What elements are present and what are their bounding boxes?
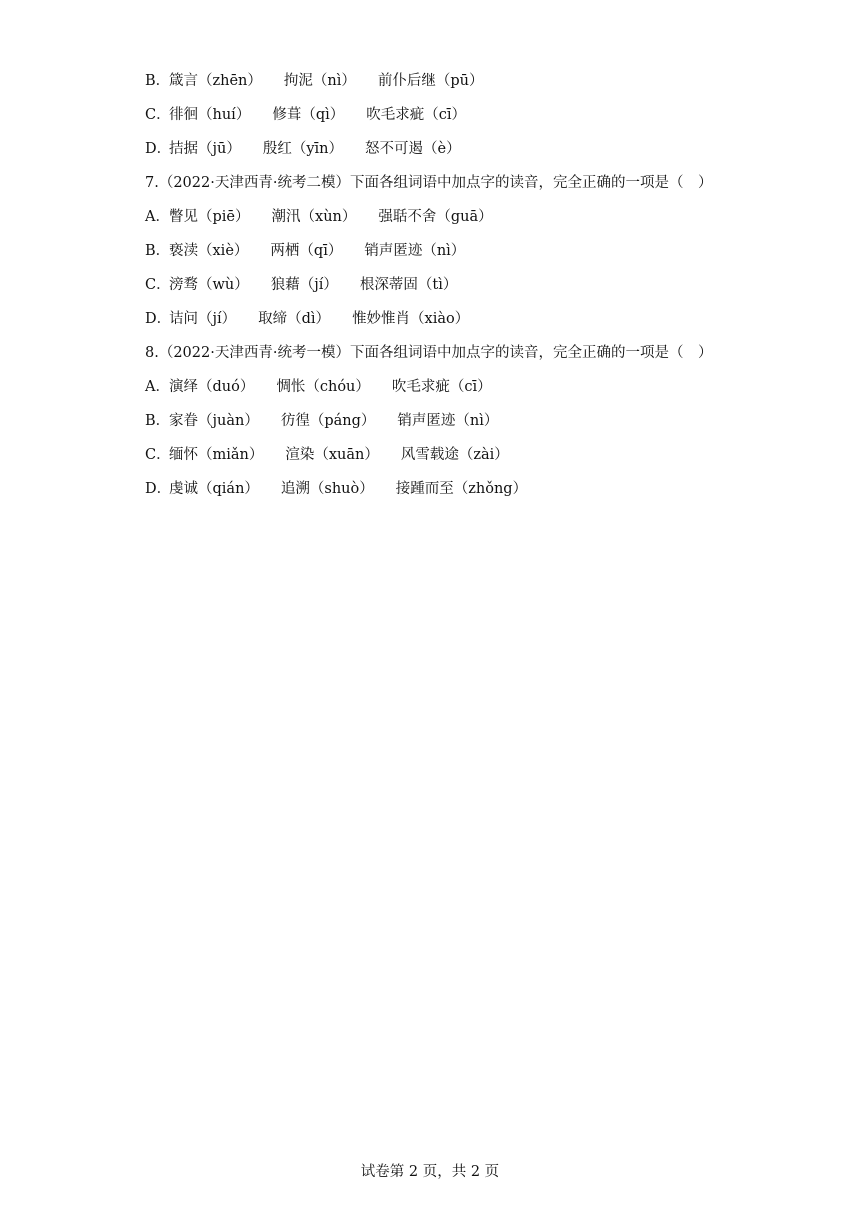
option-letter: C． <box>145 107 171 123</box>
question-stem <box>145 166 820 200</box>
option-letter: B． <box>145 73 171 89</box>
option-word: 怒不可遏（è） <box>365 141 461 157</box>
option-word: 接踵而至（zhǒng） <box>395 481 528 497</box>
option-word: 拘泥（nì） <box>283 73 356 89</box>
option-letter: C． <box>145 447 171 463</box>
option-line <box>145 472 820 506</box>
option-word: 惟妙惟肖（xiào） <box>352 311 470 327</box>
option-word: 强聒不舍（guā） <box>378 209 493 225</box>
option-word: 潮汛（xùn） <box>271 209 357 225</box>
option-word: 箴言（zhēn） <box>169 73 262 89</box>
option-word: 修葺（qì） <box>272 107 345 123</box>
option-letter: B． <box>145 243 171 259</box>
option-word: 缅怀（miǎn） <box>169 447 264 463</box>
option-letter: D． <box>145 481 172 497</box>
option-word: 惆怅（chóu） <box>276 379 370 395</box>
option-word: 销声匿迹（nì） <box>397 413 499 429</box>
option-word: 诘问（jí） <box>169 311 237 327</box>
option-letter: C． <box>145 277 171 293</box>
option-word: 虔诚（qián） <box>169 481 259 497</box>
option-word: 前仆后继（pū） <box>377 73 484 89</box>
page-footer: 试卷第 2 页，共 2 页 <box>360 1164 500 1180</box>
option-word: 徘徊（huí） <box>169 107 251 123</box>
option-line <box>145 234 820 268</box>
option-line <box>145 438 820 472</box>
option-word: 彷徨（páng） <box>280 413 376 429</box>
option-letter: D． <box>145 311 172 327</box>
option-word: 家眷（juàn） <box>169 413 259 429</box>
question-content <box>145 64 820 506</box>
option-line <box>145 132 820 166</box>
option-word: 狼藉（jí） <box>270 277 338 293</box>
question-text: 8.（2022·天津西青·统考一模）下面各组词语中加点字的读音，完全正确的一项是（ ） <box>145 345 713 361</box>
option-word: 滂骛（wù） <box>169 277 249 293</box>
option-letter: B． <box>145 413 171 429</box>
option-word: 渲染（xuān） <box>285 447 379 463</box>
option-letter: A． <box>145 209 170 225</box>
option-word: 拮据（jū） <box>169 141 241 157</box>
option-word: 销声匿迹（nì） <box>364 243 466 259</box>
option-word: 吹毛求疵（cī） <box>391 379 492 395</box>
option-word: 吹毛求疵（cī） <box>366 107 467 123</box>
option-letter: D． <box>145 141 172 157</box>
option-word: 取缔（dì） <box>258 311 331 327</box>
option-line <box>145 404 820 438</box>
option-word: 亵渎（xiè） <box>169 243 249 259</box>
option-line <box>145 64 820 98</box>
question-stem <box>145 336 820 370</box>
option-word: 两栖（qī） <box>270 243 343 259</box>
option-line <box>145 302 820 336</box>
option-word: 风雪载途（zài） <box>400 447 509 463</box>
option-line <box>145 200 820 234</box>
option-line <box>145 268 820 302</box>
option-letter: A． <box>145 379 170 395</box>
option-word: 根深蒂固（tì） <box>359 277 458 293</box>
option-word: 殷红（yīn） <box>262 141 344 157</box>
option-word: 追溯（shuò） <box>280 481 374 497</box>
option-line <box>145 98 820 132</box>
option-word: 演绎（duó） <box>169 379 255 395</box>
question-text: 7.（2022·天津西青·统考二模）下面各组词语中加点字的读音，完全正确的一项是（ ） <box>145 175 713 191</box>
option-line <box>145 370 820 404</box>
option-word: 瞥见（piē） <box>169 209 250 225</box>
